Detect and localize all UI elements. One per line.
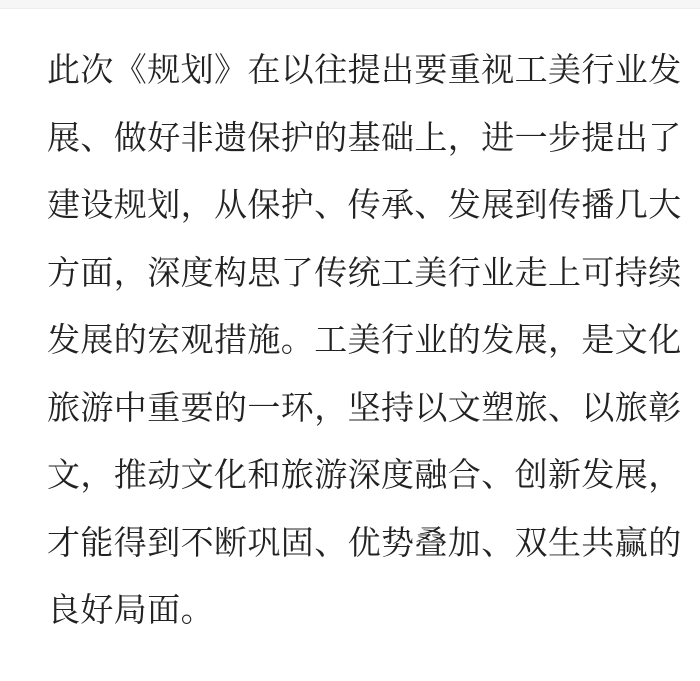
article-line: 才能得到不断巩固、优势叠加、双生共赢的 [47, 522, 682, 562]
article-line: 展、做好非遗保护的基础上，进一步提出了 [47, 117, 682, 157]
article-line: 发展的宏观措施。工美行业的发展，是文化 [47, 320, 682, 359]
article-line: 文，推动文化和旅游深度融合、创新发展， [47, 455, 682, 494]
article-line: 良好局面。 [47, 590, 214, 629]
article-body [47, 36, 682, 644]
article-line: 此次《规划》在以往提出要重视工美行业发 [47, 50, 682, 89]
article-line: 旅游中重要的一环，坚持以文塑旅、以旅彰 [47, 387, 682, 427]
top-divider [0, 0, 700, 9]
article-line: 建设规划，从保护、传承、发展到传播几大 [47, 185, 682, 224]
article-line: 方面，深度构思了传统工美行业走上可持续 [47, 252, 682, 292]
